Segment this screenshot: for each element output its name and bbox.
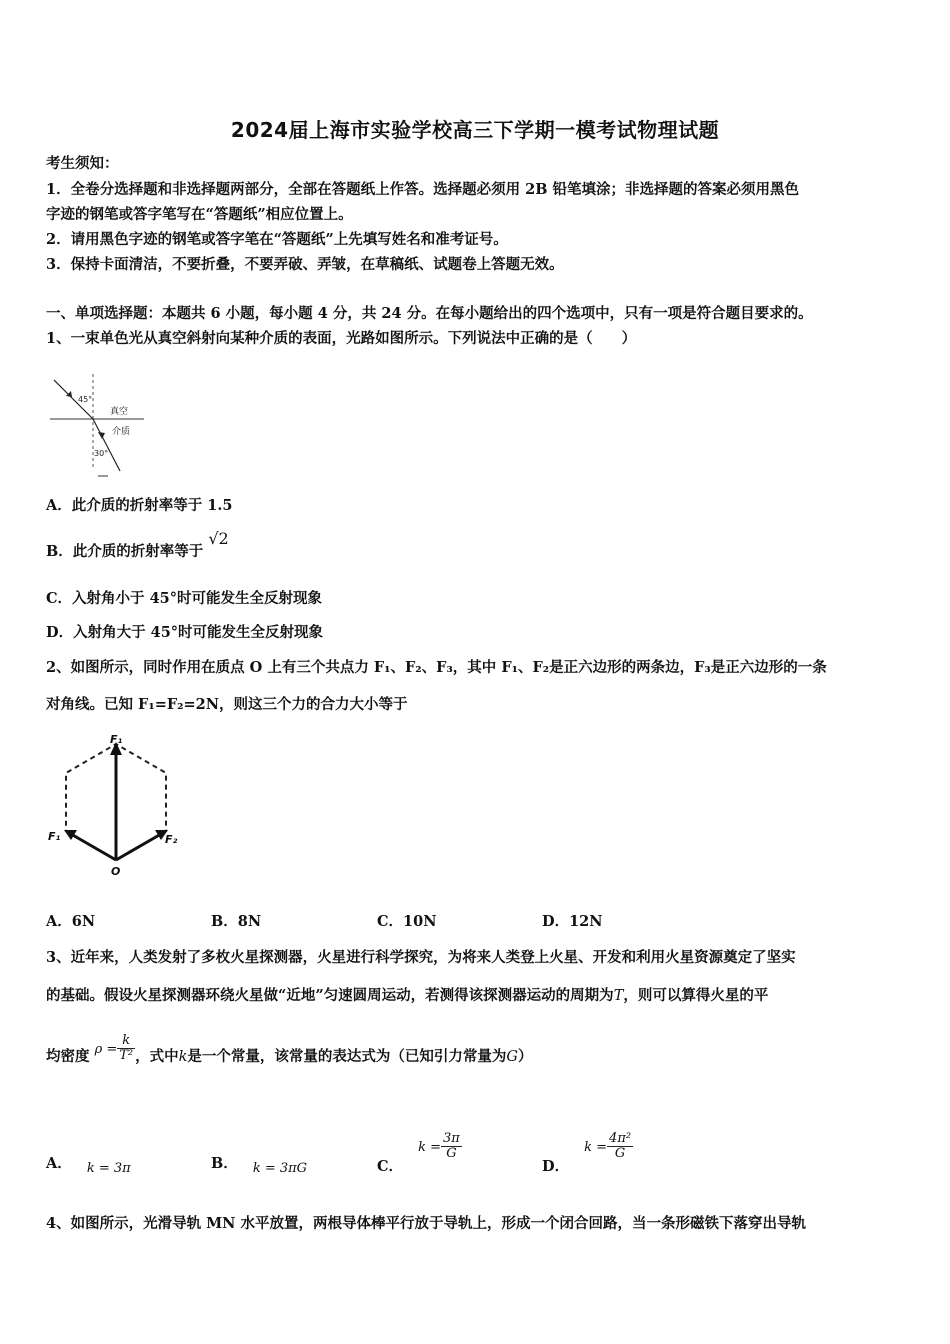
q3-stem-line2-tail: ，则可以算得火星的平 xyxy=(623,987,769,1004)
force-f2 xyxy=(116,834,161,860)
k-symbol: k xyxy=(178,1048,188,1065)
q1-refraction-figure xyxy=(44,370,154,482)
q3-option-b xyxy=(211,1152,308,1176)
q4-stem: 4、如图所示，光滑导轨 MN 水平放置，两根导体棒平行放于导轨上，形成一个闭合回路，当一条形磁铁下落穿出导轨 xyxy=(46,1215,806,1232)
rho-numerator: k xyxy=(117,1034,135,1049)
angle-45-label: 45° xyxy=(78,395,93,404)
refracted-arrow-icon xyxy=(98,432,105,439)
page-title: 2024届上海市实验学校高三下学期一模考试物理试题 xyxy=(230,118,720,142)
q2-stem-line1: 2、如图所示，同时作用在质点 O 上有三个共点力 F₁、F₂、F₃，其中 F₁、F₂是正六边形的两条边，F₃是正六边形的一条 xyxy=(46,659,827,676)
f1-label: F₁ xyxy=(48,830,61,843)
rho-symbol: ρ = xyxy=(94,1041,118,1057)
q3-option-c xyxy=(377,1131,462,1175)
q3-option-a-label: A． xyxy=(46,1155,72,1172)
rho-denominator: T² xyxy=(119,1048,134,1064)
q3-option-d-label: D． xyxy=(542,1157,570,1175)
q3-stem-line3-tail: ） xyxy=(518,1047,533,1065)
q2-option-a: A．6N xyxy=(46,913,96,930)
rho-fraction xyxy=(117,1034,135,1064)
f2-label: F₂ xyxy=(165,833,178,846)
q3-option-c-label: C． xyxy=(377,1157,404,1175)
q1-option-c: C．入射角小于 45°时可能发生全反射现象 xyxy=(46,590,323,607)
q3-option-d xyxy=(542,1131,633,1175)
notice-item-3: 3．保持卡面清洁，不要折叠，不要弄破、弄皱，在草稿纸、试题卷上答题无效。 xyxy=(46,256,564,273)
q2-stem-line2: 对角线。已知 F₁=F₂=2N，则这三个力的合力大小等于 xyxy=(46,696,408,713)
q3-stem-line1: 3、近年来，人类发射了多枚火星探测器，火星进行科学探究，为将来人类登上火星、开发和利用火星资源奠定了坚实 xyxy=(46,949,796,966)
q3-option-d-fraction xyxy=(607,1132,633,1162)
q3-option-a xyxy=(46,1152,131,1176)
q1-option-b xyxy=(46,529,229,561)
incident-arrow-icon xyxy=(66,391,72,397)
q1-option-b-math: √2 xyxy=(208,529,229,548)
period-symbol: T xyxy=(613,988,624,1004)
q1-option-b-text: B．此介质的折射率等于 xyxy=(46,543,204,560)
q3-stem-line2-text: 的基础。假设火星探测器环绕火星做“近地”匀速圆周运动，若测得该探测器运动的周期为 xyxy=(46,987,614,1004)
q3-option-d-num: 4π² xyxy=(609,1131,632,1146)
q1-option-a: A．此介质的折射率等于 1.5 xyxy=(46,497,233,514)
q3-stem-line3-text2: 是一个常量，该常量的表达式为（已知引力常量为 xyxy=(187,1047,507,1065)
vacuum-label: 真空 xyxy=(110,407,129,417)
q3-stem-line3-text: ，式中 xyxy=(135,1047,179,1065)
q3-option-b-math: k = 3πG xyxy=(252,1161,308,1176)
q3-option-c-lhs: k = xyxy=(418,1139,442,1155)
q3-option-c-den: G xyxy=(446,1146,457,1162)
q3-option-c-fraction xyxy=(441,1132,462,1162)
point-o-label: O xyxy=(111,865,121,878)
q2-hexagon-figure xyxy=(44,730,184,880)
notice-item-1a: 1．全卷分选择题和非选择题两部分，全部在答题纸上作答。选择题必须用 2B 铅笔填涂；非选择题的答案必须用黑色 xyxy=(46,181,800,198)
force-f1 xyxy=(71,834,116,860)
q3-stem-line3 xyxy=(46,1033,533,1072)
angle-30-label: 30° xyxy=(94,449,109,458)
q3-option-c-num: 3π xyxy=(443,1131,460,1146)
q3-option-d-den: G xyxy=(614,1146,626,1162)
q3-option-a-math: k = 3π xyxy=(86,1161,131,1176)
notice-item-2: 2．请用黑色字迹的钢笔或答字笔在“答题纸”上先填写姓名和准考证号。 xyxy=(46,231,508,248)
q3-stem-line2 xyxy=(46,984,768,1005)
q1-stem: 1、一束单色光从真空斜射向某种介质的表面，光路如图所示。下列说法中正确的是（ ） xyxy=(46,330,637,347)
q3-option-d-lhs: k = xyxy=(584,1139,608,1155)
f-top-label: F₁ xyxy=(110,733,123,746)
notice-item-1b: 字迹的钢笔或答字笔写在“答题纸”相应位置上。 xyxy=(46,206,353,223)
q2-option-c: C．10N xyxy=(377,913,437,930)
notice-heading: 考生须知： xyxy=(46,155,119,172)
q3-option-b-label: B． xyxy=(211,1155,238,1172)
section-heading: 一、单项选择题：本题共 6 小题，每小题 4 分，共 24 分。在每小题给出的四个选项中，只有一项是符合题目要求的。 xyxy=(46,305,813,322)
q3-density-label: 均密度 xyxy=(46,1047,90,1065)
medium-label: 介质 xyxy=(112,427,131,437)
q2-option-b: B．8N xyxy=(211,913,262,930)
q1-option-d: D．入射角大于 45°时可能发生全反射现象 xyxy=(46,624,324,641)
q2-option-d: D．12N xyxy=(542,913,603,930)
g-symbol: G xyxy=(506,1048,519,1065)
